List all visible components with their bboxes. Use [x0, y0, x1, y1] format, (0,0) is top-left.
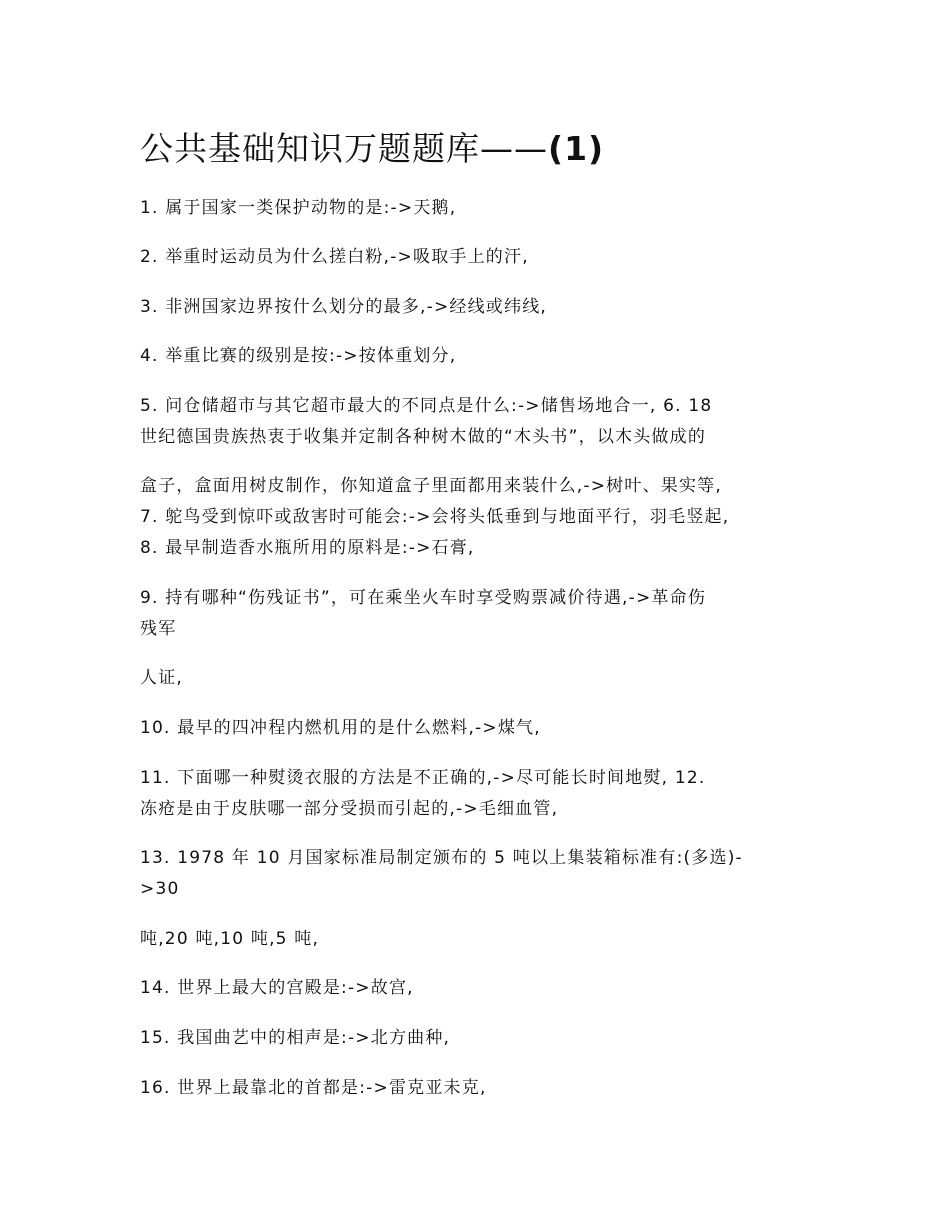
question-line: 残军	[140, 619, 177, 639]
title-text: 公共基础知识万题题库——	[140, 129, 548, 168]
question-line: 1. 属于国家一类保护动物的是:->天鹅,	[140, 198, 457, 218]
question-line: 13. 1978 年 10 月国家标准局制定颁布的 5 吨以上集装箱标准有:(多选)-	[140, 848, 743, 868]
question-line: 吨,20 吨,10 吨,5 吨,	[140, 929, 320, 949]
question-line: 9. 持有哪种“伤残证书”，可在乘坐火车时享受购票减价待遇,->革命伤	[140, 588, 707, 608]
question-line: 冻疮是由于皮肤哪一部分受损而引起的,->毛细血管,	[140, 799, 559, 819]
question-line: 7. 鸵鸟受到惊吓或敌害时可能会:->会将头低垂到与地面平行，羽毛竖起,	[140, 507, 730, 527]
question-line: 5. 问仓储超市与其它超市最大的不同点是什么:->储售场地合一, 6. 18	[140, 396, 713, 416]
question-line: 16. 世界上最靠北的首都是:->雷克亚未克,	[140, 1078, 487, 1098]
page-title	[140, 126, 604, 172]
question-line: 8. 最早制造香水瓶所用的原料是:->石膏,	[140, 538, 475, 558]
question-line: >30	[140, 879, 180, 899]
question-line: 盒子，盒面用树皮制作，你知道盒子里面都用来装什么,->树叶、果实等,	[140, 476, 722, 496]
question-line: 2. 举重时运动员为什么搓白粉,->吸取手上的汗,	[140, 247, 529, 267]
question-line: 3. 非洲国家边界按什么划分的最多,->经线或纬线,	[140, 297, 548, 317]
question-line: 世纪德国贵族热衷于收集并定制各种树木做的“木头书”，以木头做成的	[140, 427, 707, 447]
question-line: 14. 世界上最大的宫殿是:->故宫,	[140, 978, 414, 998]
question-line: 10. 最早的四冲程内燃机用的是什么燃料,->煤气,	[140, 718, 541, 738]
question-line: 15. 我国曲艺中的相声是:->北方曲种,	[140, 1028, 451, 1048]
title-number: (1)	[548, 129, 605, 168]
question-line: 11. 下面哪一种熨烫衣服的方法是不正确的,->尽可能长时间地熨, 12.	[140, 768, 706, 788]
question-line: 4. 举重比赛的级别是按:->按体重划分,	[140, 346, 457, 366]
question-line: 人证,	[140, 668, 184, 688]
